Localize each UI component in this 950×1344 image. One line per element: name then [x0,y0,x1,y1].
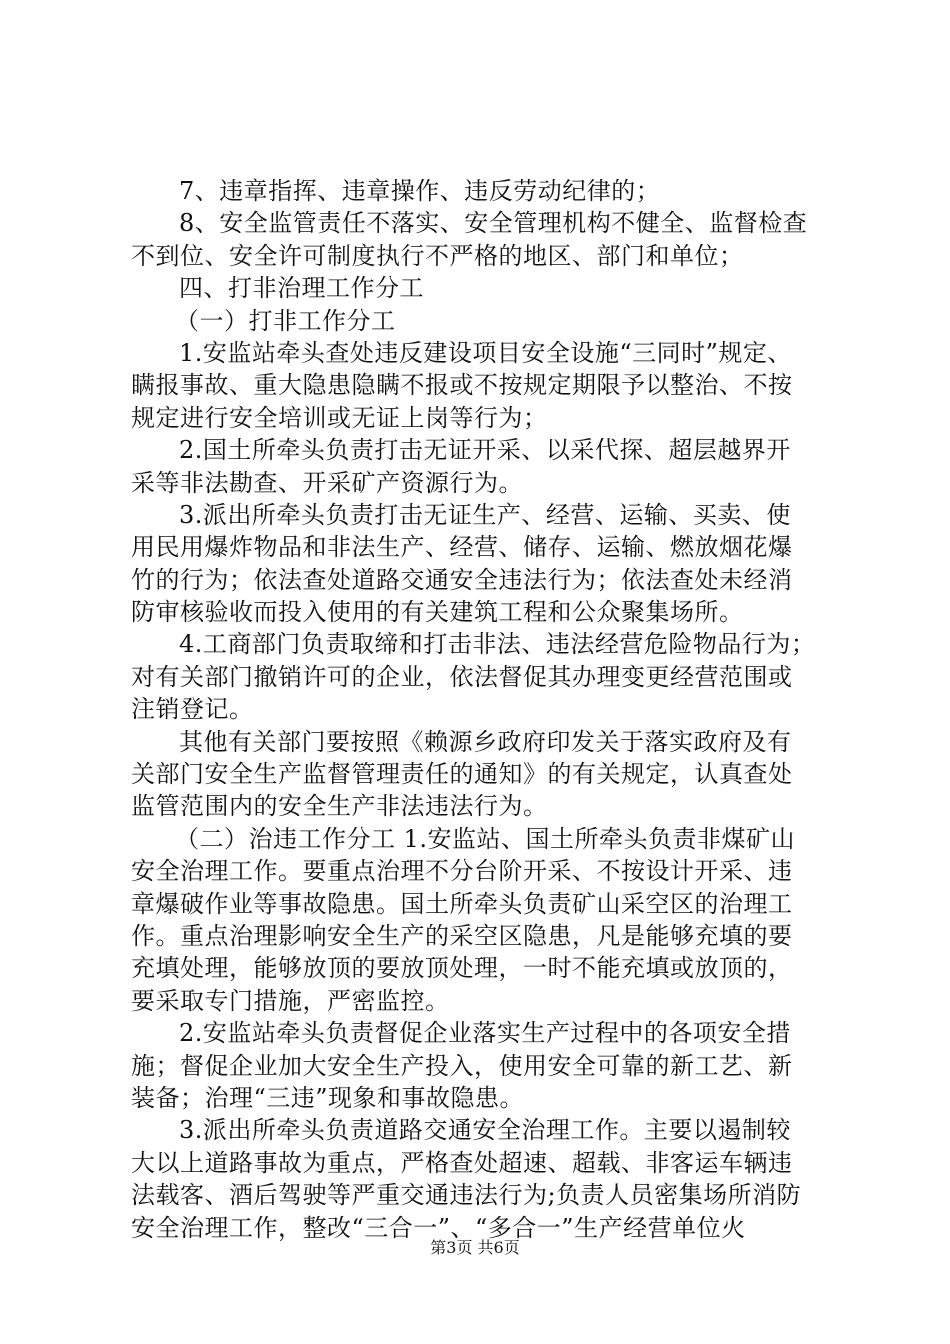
section-heading: 四、打非治理工作分工 [179,274,424,303]
text-line: 用民用爆炸物品和非法生产、经营、储存、运输、燃放烟花爆 [131,533,793,562]
text-line: 8、安全监管责任不落实、安全管理机构不健全、监督检查 [179,209,808,238]
text-line: 采等非法勘查、开采矿产资源行为。 [131,468,523,497]
subsection-heading: （一）打非工作分工 [175,306,396,335]
text-line: 不到位、安全许可制度执行不严格的地区、部门和单位； [131,241,744,270]
text-line: 注销登记。 [131,695,254,724]
text-line: 监管范围内的安全生产非法违法行为。 [131,792,548,821]
text-line: 关部门安全生产监督管理责任的通知》的有关规定，认真查处 [131,760,793,789]
subsection-heading: （二）治违工作分工 1.安监站、国土所牵头负责非煤矿山 [175,824,796,853]
document-body [131,175,821,1244]
page-number: 第3页 共6页 [430,1238,520,1257]
text-line: 2.国土所牵头负责打击无证开采、以采代探、超层越界开 [179,436,791,465]
text-line: 3.派出所牵头负责道路交通安全治理工作。主要以遏制较 [179,1116,791,1145]
text-line: 2.安监站牵头负责督促企业落实生产过程中的各项安全措 [179,1019,791,1048]
text-line: 7、违章指挥、违章操作、违反劳动纪律的； [179,177,661,205]
text-line: 规定进行安全培训或无证上岗等行为； [131,403,548,432]
text-line: 充填处理，能够放顶的要放顶处理，一时不能充填或放顶的， [131,954,793,983]
text-line: 竹的行为；依法查处道路交通安全违法行为；依法查处未经消 [131,565,793,594]
text-line: 装备；治理“三违”现象和事故隐患。 [131,1083,525,1112]
text-line: 瞒报事故、重大隐患隐瞒不报或不按规定期限予以整治、不按 [131,371,793,400]
text-line: 安全治理工作。要重点治理不分台阶开采、不按设计开采、违 [131,857,793,886]
text-line: 章爆破作业等事故隐患。国土所牵头负责矿山采空区的治理工 [131,889,793,918]
text-line: 防审核验收而投入使用的有关建筑工程和公众聚集场所。 [131,598,744,627]
text-line: 法载客、酒后驾驶等严重交通违法行为;负责人员密集场所消防 [131,1181,802,1210]
text-line: 对有关部门撤销许可的企业，依法督促其办理变更经营范围或 [131,662,793,691]
text-line: 大以上道路事故为重点，严格查处超速、超载、非客运车辆违 [131,1148,793,1177]
text-line: 其他有关部门要按照《赖源乡政府印发关于落实政府及有 [179,727,792,756]
text-line: 1.安监站牵头查处违反建设项目安全设施“三同时”规定、 [179,338,792,367]
text-line: 要采取专门措施，严密监控。 [131,986,450,1015]
text-line: 施；督促企业加大安全生产投入，使用安全可靠的新工艺、新 [131,1051,793,1080]
text-line: 3.派出所牵头负责打击无证生产、经营、运输、买卖、使 [179,500,791,529]
text-line: 安全治理工作，整改“三合一”、“多合一”生产经营单位火 [131,1213,746,1242]
text-line: 作。重点治理影响安全生产的采空区隐患，凡是能够充填的要 [131,921,793,950]
text-line: 4.工商部门负责取缔和打击非法、违法经营危险物品行为； [179,630,816,659]
